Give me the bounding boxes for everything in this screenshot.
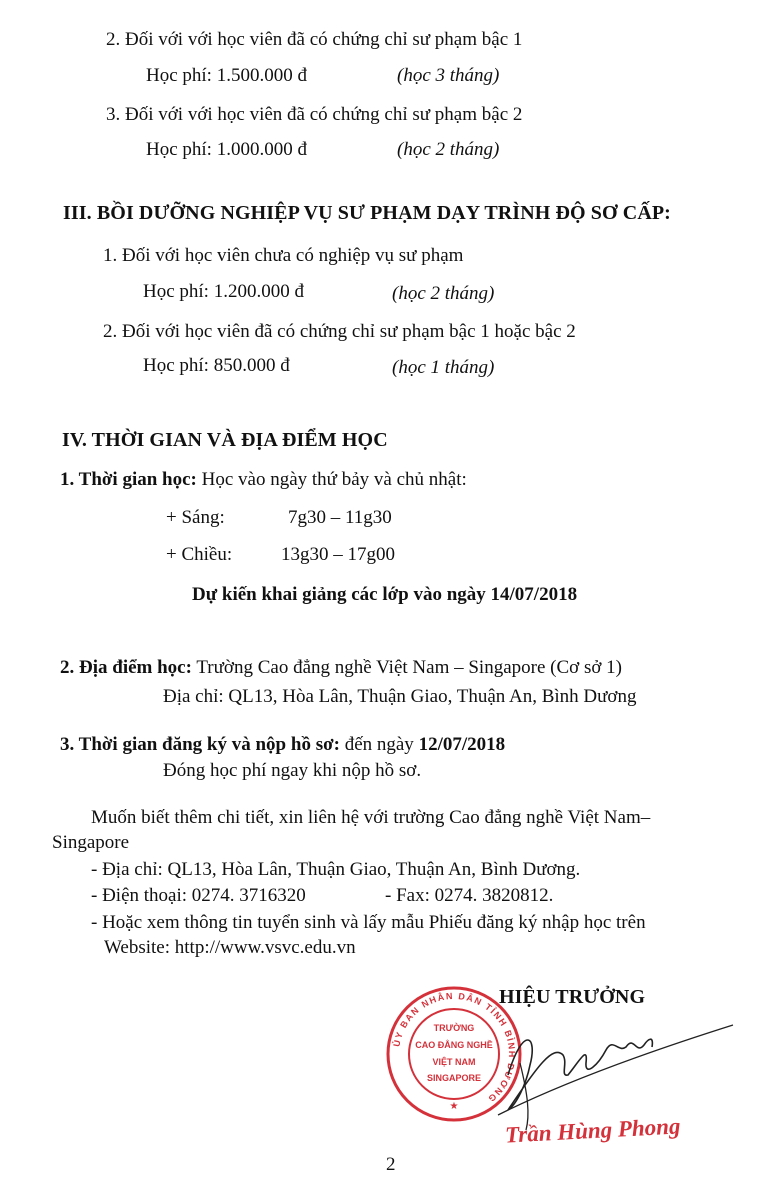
registration-text: đến ngày [344,734,414,755]
study-time-label: 1. Thời gian học: [60,469,197,490]
study-time-line [60,468,467,492]
course-item-title: 2. Đối với với học viên đã có chứng chỉ sư phạm bậc 1 [106,29,523,50]
course-duration: (học 2 tháng) [397,139,500,160]
contact-address: - Địa chỉ: QL13, Hòa Lân, Thuận Giao, Thuận An, Bình Dương. [91,859,581,880]
registration-date: 12/07/2018 [418,734,506,755]
seal-outer-text: ỦY BAN NHÂN DÂN TỈNH BÌNH DƯƠNG [391,990,518,1105]
contact-intro: Muốn biết thêm chi tiết, xin liên hệ với trường Cao đẳng nghề Việt Nam– [91,807,651,828]
seal-inner-line: TRƯỜNG [433,1023,475,1033]
study-place-line [60,656,622,680]
course-duration: (học 2 tháng) [392,283,495,304]
course-item-title: 2. Đối với học viên đã có chứng chỉ sư phạm bậc 1 hoặc bậc 2 [103,321,576,342]
principal-name: Trần Hùng Phong [504,1113,682,1148]
opening-notice: Dự kiến khai giảng các lớp vào ngày 14/07/2018 [192,584,578,605]
handwritten-signature [468,1005,748,1135]
seal-inner-line: SINGAPORE [426,1073,482,1083]
study-place-text: Trường Cao đẳng nghề Việt Nam – Singapore (Cơ sở 1) [196,657,622,678]
contact-website: Website: http://www.vsvc.edu.vn [104,937,356,958]
registration-line [60,733,505,757]
course-fee: Học phí: 1.000.000 đ [146,139,307,160]
course-duration: (học 3 tháng) [397,65,500,86]
study-time-text: Học vào ngày thứ bảy và chủ nhật: [201,469,467,490]
page-number: 2 [386,1154,396,1175]
course-item-title: 1. Đối với học viên chưa có nghiệp vụ sư phạm [103,245,464,266]
seal-inner-line: VIỆT NAM [432,1057,476,1067]
section-heading: IV. THỜI GIAN VÀ ĐỊA ĐIỂM HỌC [62,429,388,451]
principal-title: HIỆU TRƯỞNG [499,986,646,1008]
seal-star-icon: ★ [449,1101,459,1112]
payment-note: Đóng học phí ngay khi nộp hồ sơ. [163,760,422,781]
registration-label: 3. Thời gian đăng ký và nộp hồ sơ: [60,734,340,755]
contact-intro-cont: Singapore [52,832,130,853]
course-fee: Học phí: 1.200.000 đ [143,281,304,302]
course-duration: (học 1 tháng) [392,357,495,378]
afternoon-label: + Chiều: [166,544,233,565]
contact-phone: - Điện thoại: 0274. 3716320 [91,885,306,906]
contact-fax: - Fax: 0274. 3820812. [385,885,554,906]
morning-time: 7g30 – 11g30 [288,507,392,528]
course-item-title: 3. Đối với với học viên đã có chứng chỉ sư phạm bậc 2 [106,104,523,125]
study-place-label: 2. Địa điểm học: [60,657,192,678]
study-address: Địa chỉ: QL13, Hòa Lân, Thuận Giao, Thuận An, Bình Dương [163,686,637,707]
seal-inner-line: CAO ĐẲNG NGHỀ [415,1040,493,1050]
contact-website-note: - Hoặc xem thông tin tuyển sinh và lấy mẫu Phiếu đăng ký nhập học trên [91,912,646,933]
course-fee: Học phí: 850.000 đ [143,355,290,376]
section-heading: III. BỒI DƯỠNG NGHIỆP VỤ SƯ PHẠM DẠY TRÌNH ĐỘ SƠ CẤP: [63,202,671,224]
afternoon-time: 13g30 – 17g00 [281,544,395,565]
morning-label: + Sáng: [166,507,225,528]
course-fee: Học phí: 1.500.000 đ [146,65,307,86]
